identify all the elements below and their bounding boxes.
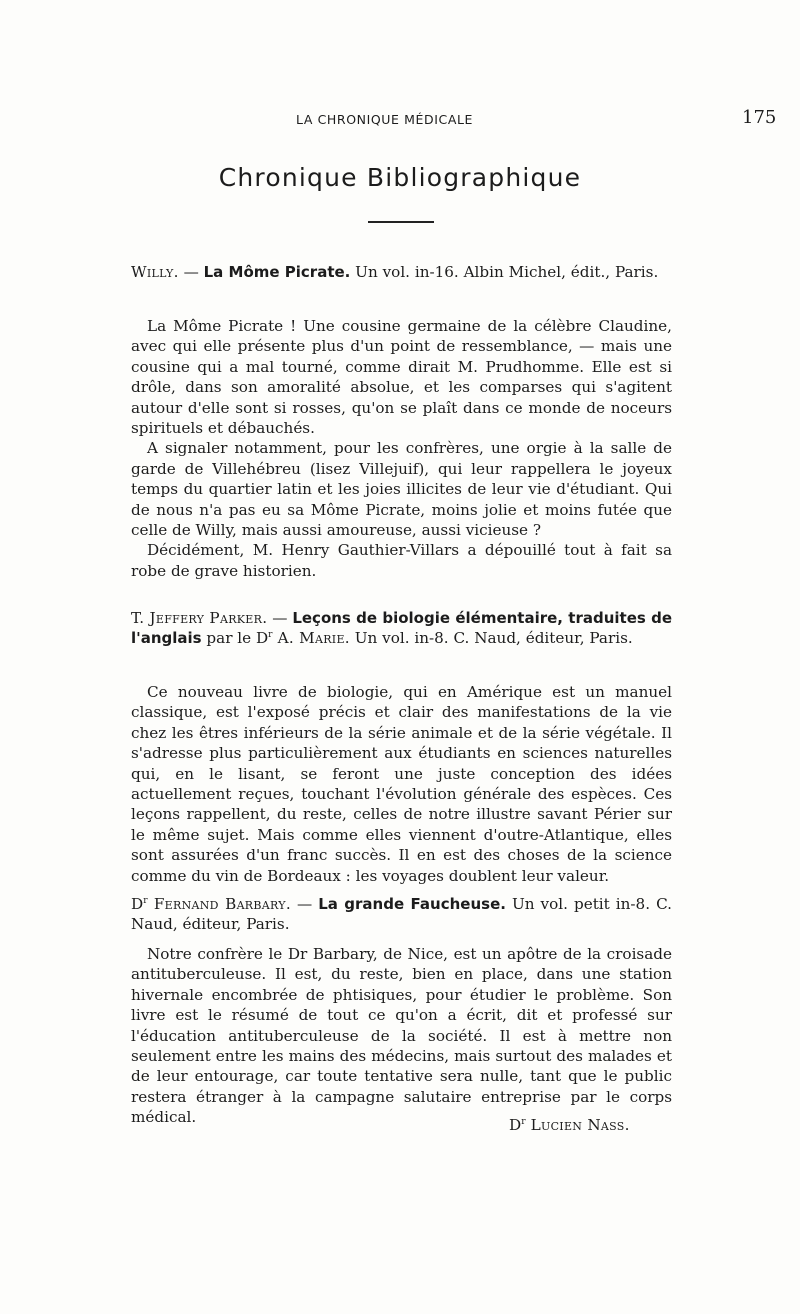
author-signature [509,1115,630,1135]
title-divider [368,221,434,223]
entry-translator: A. Marie. [272,629,350,648]
review-body-willy [131,316,672,581]
entry-heading [131,894,672,935]
review-paragraph: Ce nouveau livre de biologie, qui en Amérique est un manuel classique, est l'exposé précis et clair des manifestations de la vie chez les êtres inférieurs de la série animale et de la série végétale. Il s'adresse plus particulièrement aux étudiants en sciences naturelles qui, en le lisant, se feront une juste conception des idées actuellement reçues, touchant l'évolution générale des espèces. Ces leçons rappellent, du reste, celles de notre illustre savant Périer sur le même sujet. Mais comme elles viennent d'outre-Atlantique, elles sont assurées d'un franc succès. Il en est des choses de la science comme du vin de Bordeaux : les voyages doublent leur valeur. [131,683,672,885]
entry-separator: — [178,263,204,281]
entry-details-prefix: par le D [201,629,269,648]
entry-heading [131,608,672,649]
review-entry-parker [131,608,672,649]
review-body-parker [131,682,672,886]
running-header-title: LA CHRONIQUE MÉDICALE [296,112,474,127]
signature-prefix: D [509,1116,522,1134]
review-entry-willy [131,262,672,282]
review-body-barbary [131,944,672,1128]
entry-book-title: La grande Faucheuse. [318,895,506,913]
entry-author-superscript: r [143,895,148,906]
entry-author: Willy. [131,263,179,281]
page-number: 175 [742,107,777,128]
entry-author: T. Jeffery Parker. [131,609,268,627]
review-paragraph: Notre confrère le Dr Barbary, de Nice, est un apôtre de la croisade antituberculeuse. Il est, du reste, bien en place, dans une station hivernale encombrée de phtisiques, pour étudier le problème. Son livre est le résumé de tout ce qu'on a écrit, dit et professé sur l'éducation antituberculeuse de la société. Il est à mettre non seulement entre les mains des médecins, mais surtout des malades et de leur entourage, car toute tentative sera nulle, tant que le public restera étranger à la campagne salutaire entreprise par le corps médical. [131,945,672,1127]
entry-author-prefix: D [131,895,144,913]
entry-publication-details: Un vol. in-16. Albin Michel, édit., Paris. [350,263,659,281]
review-paragraph: A signaler notamment, pour les confrères, une orgie à la salle de garde de Villehébreu (lisez Villejuif), qui leur rappellera le joyeux temps du quartier latin et les joies illicites de leur vie d'étudiant. Qui de nous n'a pas eu sa Môme Picrate, moins jolie et moins futée que celle de Willy, mais aussi amoureuse, aussi vicieuse ? [131,439,672,540]
entry-publication-details: Un vol. petit in-8. C. Naud, éditeur, Paris. [131,895,672,934]
entry-separator: — [290,895,319,913]
review-paragraph: Décidément, M. Henry Gauthier-Villars a dépouillé tout à fait sa robe de grave historien. [131,541,672,580]
signature-name: Lucien Nass. [525,1116,630,1134]
entry-author: Fernand Barbary. [147,895,291,913]
entry-book-title: La Môme Picrate. [203,263,351,281]
entry-publication-details: Un vol. in-8. C. Naud, éditeur, Paris. [349,629,633,648]
review-entry-barbary [131,894,672,935]
entry-heading [131,262,672,282]
entry-details-superscript: r [268,630,273,641]
signature-superscript: r [521,1116,526,1127]
entry-separator: — [267,609,293,627]
section-title: Chronique Bibliographique [218,163,582,192]
entry-book-title: Leçons de biologie élémentaire, traduites de l'anglais [131,609,673,648]
review-paragraph: La Môme Picrate ! Une cousine germaine de la célèbre Claudine, avec qui elle présente plus d'un point de ressemblance, — mais une cousine qui a mal tourné, comme dirait M. Prudhomme. Elle est si drôle, dans son amoralité absolue, et les comparses qui s'agitent autour d'elle sont si rosses, qu'on se plaît dans ce monde de noceurs spirituels et débauchés. [131,317,672,438]
